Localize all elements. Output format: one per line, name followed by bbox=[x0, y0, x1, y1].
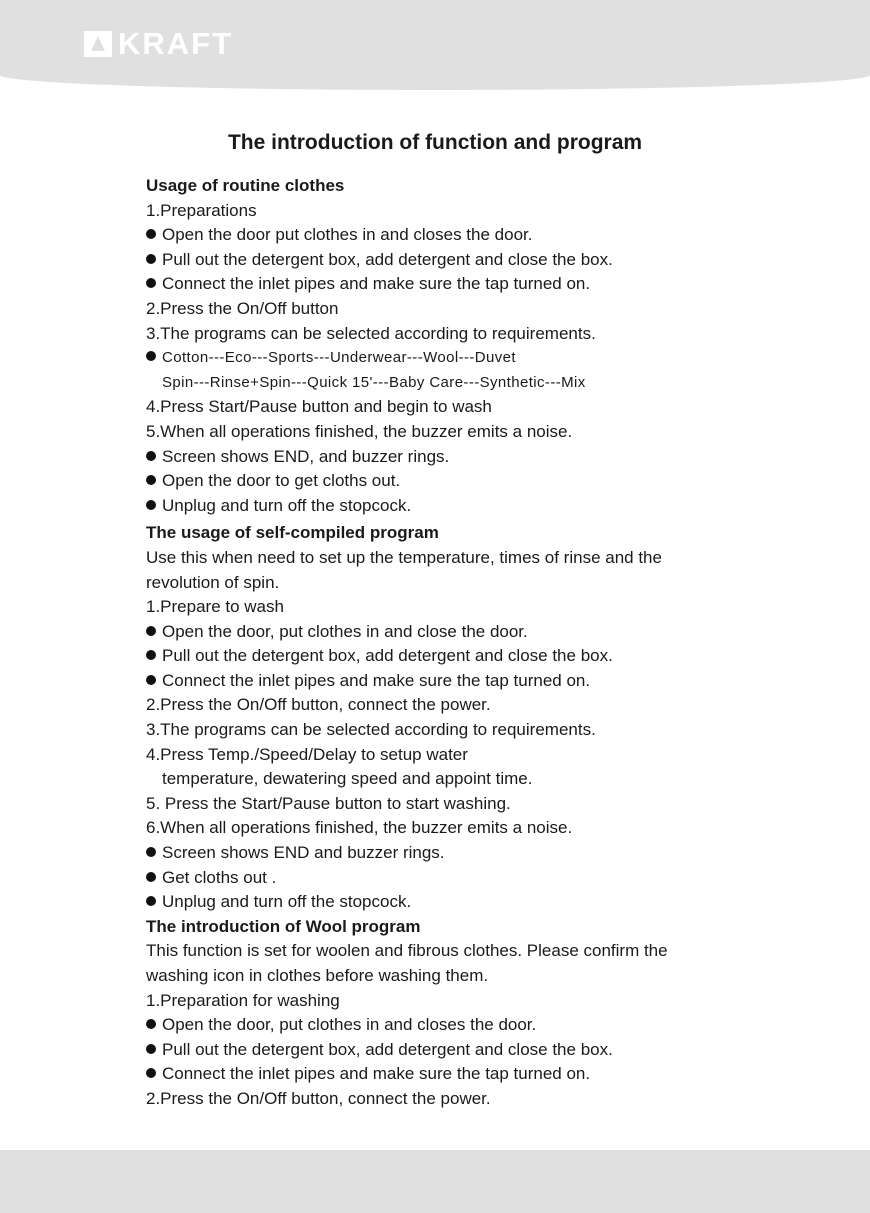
bullet-item: Pull out the detergent box, add detergent and close the box. bbox=[146, 248, 746, 273]
bullet-item: Connect the inlet pipes and make sure the tap turned on. bbox=[146, 272, 746, 297]
step-line: 2.Press the On/Off button, connect the power. bbox=[146, 1088, 491, 1108]
program-list-continued: Spin---Rinse+Spin---Quick 15'---Baby Care---Synthetic---Mix bbox=[162, 373, 586, 391]
page-title: The introduction of function and program bbox=[227, 131, 643, 154]
section-wool bbox=[146, 915, 746, 1112]
step-line: 6.When all operations finished, the buzzer emits a noise. bbox=[146, 818, 573, 838]
step-line: 5. Press the Start/Pause button to start washing. bbox=[146, 793, 511, 813]
step-line: 1.Preparation for washing bbox=[146, 990, 340, 1010]
step-line: 3.The programs can be selected according to requirements. bbox=[146, 720, 596, 740]
footer-band bbox=[0, 1150, 870, 1213]
step-line: 2.Press the On/Off button bbox=[146, 298, 339, 318]
bullet-item: Open the door, put clothes in and close the door. bbox=[146, 620, 746, 645]
bullet-item: Connect the inlet pipes and make sure the tap turned on. bbox=[146, 669, 746, 694]
brand-logo bbox=[84, 26, 234, 61]
section-self-compiled bbox=[146, 521, 746, 915]
bullet-item: Open the door to get cloths out. bbox=[146, 469, 746, 494]
step-line: 4.Press Start/Pause button and begin to wash bbox=[146, 397, 492, 417]
bullet-item: Screen shows END and buzzer rings. bbox=[146, 841, 746, 866]
kraft-logo-icon bbox=[84, 31, 112, 57]
section-heading: The introduction of Wool program bbox=[146, 916, 421, 936]
manual-content bbox=[146, 174, 746, 1112]
brand-name: KRAFT bbox=[118, 26, 234, 61]
bullet-item: Pull out the detergent box, add detergent and close the box. bbox=[146, 1038, 746, 1063]
paragraph-line: revolution of spin. bbox=[146, 572, 280, 592]
bullet-item: Pull out the detergent box, add detergent and close the box. bbox=[146, 644, 746, 669]
program-list: Cotton---Eco---Sports---Underwear---Wool---Duvet bbox=[146, 346, 746, 371]
paragraph-line: washing icon in clothes before washing them. bbox=[146, 966, 489, 985]
step-line: 5.When all operations finished, the buzzer emits a noise. bbox=[146, 421, 573, 441]
step-line: 1.Preparations bbox=[146, 200, 257, 220]
step-line: 3.The programs can be selected according to requirements. bbox=[146, 323, 596, 343]
section-heading: Usage of routine clothes bbox=[146, 176, 345, 195]
bullet-item: Screen shows END, and buzzer rings. bbox=[146, 445, 746, 470]
bullet-item: Open the door put clothes in and closes the door. bbox=[146, 223, 746, 248]
step-line: 4.Press Temp./Speed/Delay to setup water bbox=[146, 744, 468, 764]
bullet-item: Connect the inlet pipes and make sure the tap turned on. bbox=[146, 1062, 746, 1087]
step-line: 2.Press the On/Off button, connect the power. bbox=[146, 695, 491, 715]
paragraph-line: Use this when need to set up the temperature, times of rinse and the bbox=[146, 547, 662, 567]
step-line: 1.Prepare to wash bbox=[146, 597, 284, 617]
bullet-item: Get cloths out . bbox=[146, 866, 746, 891]
bullet-item: Open the door, put clothes in and closes the door. bbox=[146, 1013, 746, 1038]
bullet-item: Unplug and turn off the stopcock. bbox=[146, 890, 746, 915]
bullet-item: Unplug and turn off the stopcock. bbox=[146, 494, 746, 519]
section-routine bbox=[146, 174, 746, 518]
section-heading: The usage of self-compiled program bbox=[146, 523, 439, 543]
step-line-continued: temperature, dewatering speed and appoint time. bbox=[162, 769, 533, 789]
paragraph-line: This function is set for woolen and fibrous clothes. Please confirm the bbox=[146, 941, 668, 961]
